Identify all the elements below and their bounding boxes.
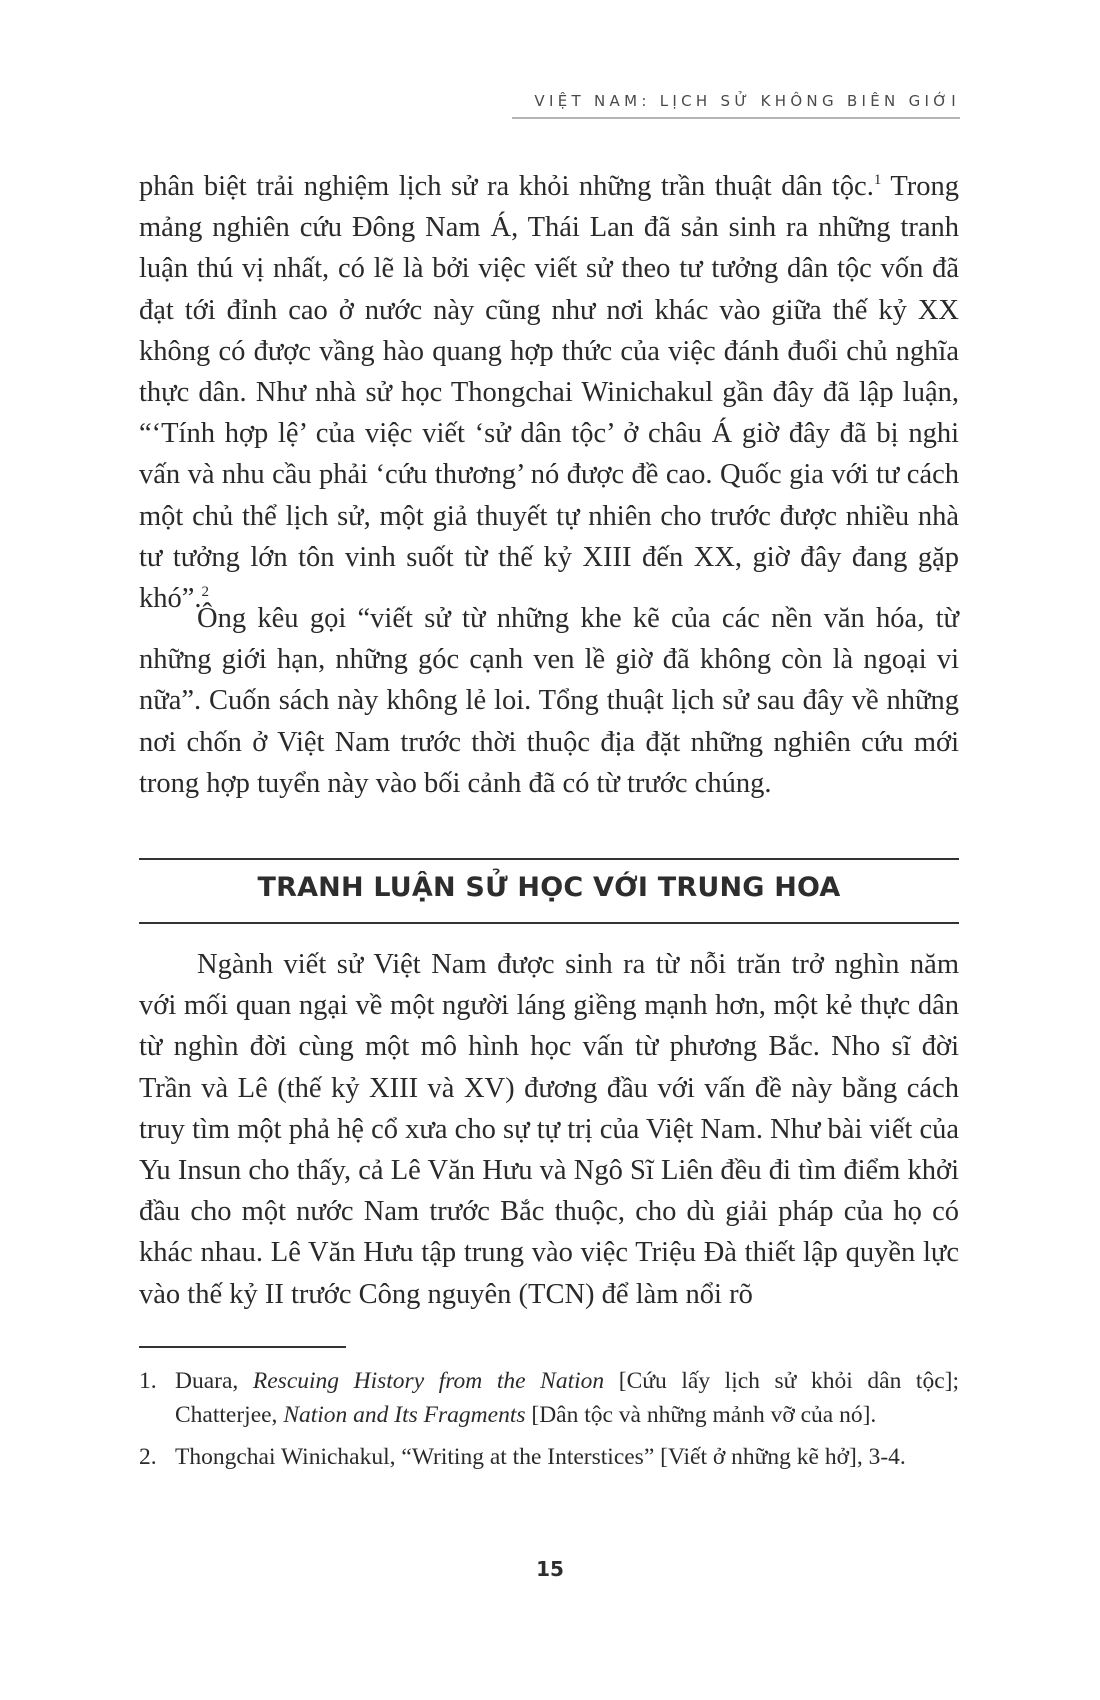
footnote-1-title-a: Rescuing History from the Nation xyxy=(252,1368,605,1394)
paragraph-1 xyxy=(139,166,959,619)
paragraph-2 xyxy=(139,598,959,804)
footnote-ref-2[interactable]: 2 xyxy=(201,584,210,601)
footnote-ref-1[interactable]: 1 xyxy=(873,172,882,188)
paragraph-2-text: Ông kêu gọi “viết sử từ những khe kẽ của các nền văn hóa, từ những giới hạn, những góc cạnh ven lề giờ đã không còn là ngoại vi nữa”. Cuốn sách này không lẻ loi. Tổng thuật lịch sử sau đây về những nơi chốn ở Việt Nam trước thời thuộc địa đặt những nghiên cứu mới trong hợp tuyển này vào bối cảnh đã có từ trước chúng. xyxy=(139,603,959,799)
footnotes xyxy=(139,1364,959,1482)
footnote-1-text-a: Duara, xyxy=(175,1368,253,1394)
section-paragraph xyxy=(139,944,959,1315)
footnote-1-text-c: [Dân tộc và những mảnh vỡ của nó]. xyxy=(525,1402,877,1428)
footnote-1-number: 1. xyxy=(139,1368,157,1394)
footnote-2-text: Thongchai Winichakul, “Writing at the Interstices” [Viết ở những kẽ hở], 3-4. xyxy=(175,1444,906,1470)
paragraph-1-text-b: Trong mảng nghiên cứu Đông Nam Á, Thái Lan đã sản sinh ra những tranh luận thú vị nhất, có lẽ là bởi việc viết sử theo tư tưởng dân tộc vốn đã đạt tới đỉnh cao ở nước này cũng như nơi khác vào giữa thế kỷ XX không có được vầng hào quang hợp thức của việc đánh đuổi chủ nghĩa thực dân. Như nhà sử học Thongchai Winichakul gần đây đã lập luận, “‘Tính hợp lệ’ của việc viết ‘sử dân tộc’ ở châu Á giờ đây đã bị nghi vấn và nhu cầu phải ‘cứu thương’ nó được đề cao. Quốc gia với tư cách một chủ thể lịch sử, một giả thuyết tự nhiên cho trước được nhiều nhà tư tưởng lớn tôn vinh suốt từ thế kỷ XIII đến XX, giờ đây đang gặp khó”. xyxy=(139,171,960,615)
footnote-1-text xyxy=(175,1364,959,1432)
page-number: 15 xyxy=(536,1557,564,1581)
footnote-2-number: 2. xyxy=(139,1444,157,1470)
footnote-1 xyxy=(139,1364,959,1432)
running-head-title: VIỆT NAM: LỊCH SỬ KHÔNG BIÊN GIỚI xyxy=(534,92,960,110)
footnote-1-text-b: [Cứu lấy lịch sử khỏi dân tộc]; Chatterjee, xyxy=(175,1368,959,1428)
footnote-2 xyxy=(139,1440,959,1474)
section-paragraph-text: Ngành viết sử Việt Nam được sinh ra từ nỗi trăn trở nghìn năm với mối quan ngại về một người láng giềng mạnh hơn, một kẻ thực dân từ nghìn đời cùng một mô hình học vấn từ phương Bắc. Nho sĩ đời Trần và Lê (thế kỷ XIII và XV) đương đầu với vấn đề này bằng cách truy tìm một phả hệ cổ xưa cho sự tự trị của Việt Nam. Như bài viết của Yu Insun cho thấy, cả Lê Văn Hưu và Ngô Sĩ Liên đều đi tìm điểm khởi đầu cho một nước Nam trước Bắc thuộc, cho dù giải pháp của họ có khác nhau. Lê Văn Hưu tập trung vào việc Triệu Đà thiết lập quyền lực vào thế kỷ II trước Công nguyên (TCN) để làm nổi rõ xyxy=(139,949,959,1310)
footnote-1-title-b: Nation and Its Fragments xyxy=(283,1402,526,1428)
section-heading: TRANH LUẬN SỬ HỌC VỚI TRUNG HOA xyxy=(257,872,841,903)
paragraph-1-text-a: phân biệt trải nghiệm lịch sử ra khỏi những trần thuật dân tộc. xyxy=(139,171,874,202)
footnote-rule xyxy=(139,1346,346,1348)
section-rule-bottom xyxy=(139,922,959,924)
header-rule xyxy=(512,117,960,119)
section-rule-top xyxy=(139,858,959,860)
